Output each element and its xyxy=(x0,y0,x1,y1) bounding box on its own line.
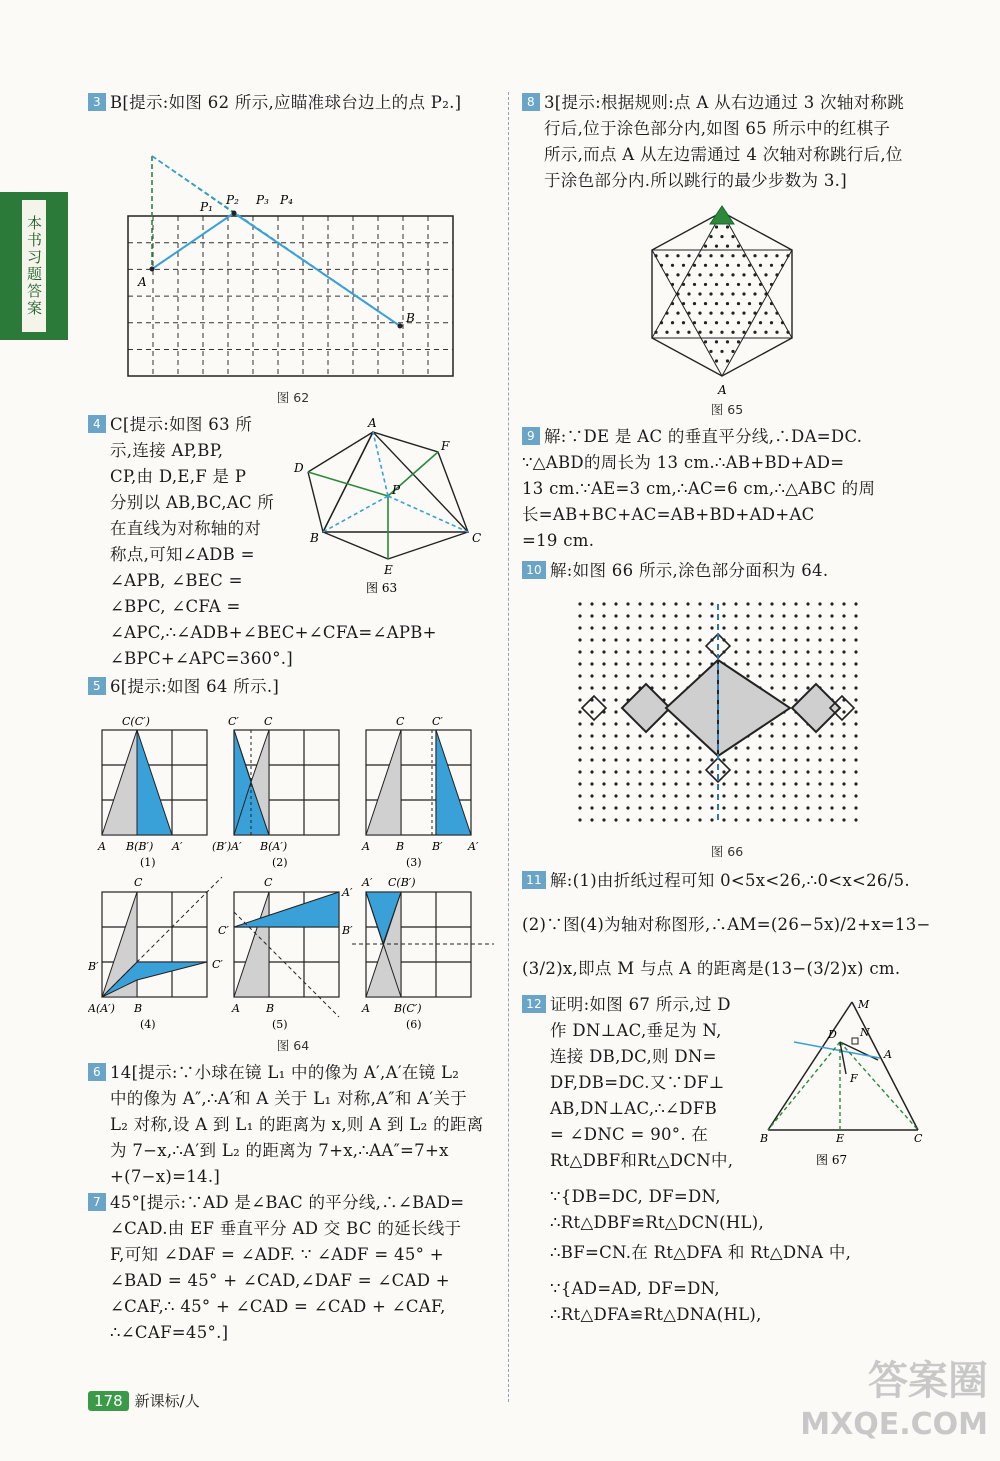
q12-block xyxy=(522,992,932,1324)
s4-bl: A(A′) xyxy=(88,1002,115,1015)
figure-67 xyxy=(760,992,932,1172)
sub-3 xyxy=(366,730,471,835)
s2-top1: C′ xyxy=(228,715,239,728)
q12-line-4: AB,DN⊥AC,∴∠DFB xyxy=(550,1099,717,1118)
q12-line-8: ∴BF=CN.在 Rt△DFA 和 Rt△DNA 中, xyxy=(550,1243,852,1262)
label-A: A xyxy=(368,416,377,430)
q9-line-0: 9 解:∵DE 是 AC 的垂直平分线,∴DA=DC. xyxy=(522,424,932,450)
q11-line-2: (3/2)x,即点 M 与点 A 的距离是(13−(3/2)x) cm. xyxy=(522,959,901,978)
q6-number: 6 xyxy=(88,1063,106,1081)
s3-bm: B xyxy=(396,840,405,853)
q4-number: 4 xyxy=(88,415,106,433)
label-F-67: F xyxy=(850,1072,858,1085)
s3-top1: C xyxy=(396,715,405,728)
figure-64 xyxy=(88,700,498,1030)
q6-line-3: 为 7−x,∴A′到 L₂ 的距离为 7+x,∴AA″=7+x xyxy=(110,1141,449,1160)
s2-top2: C xyxy=(264,715,273,728)
q6-line-4: +(7−x)=14.] xyxy=(110,1167,221,1186)
q8-number: 8 xyxy=(522,93,540,111)
s2-bl: (B′)A′ xyxy=(212,840,242,853)
s3-br: B′ xyxy=(432,840,443,853)
sub-2 xyxy=(234,730,339,835)
sub-6 xyxy=(352,892,494,997)
sub-label-4: (4) xyxy=(140,1018,156,1030)
q4-line-1: 示,连接 AP,BP, xyxy=(110,441,224,460)
q4-line-2: CP,由 D,E,F 是 P xyxy=(110,467,247,486)
label-E: E xyxy=(384,563,393,577)
caption-64: 图 64 xyxy=(276,1038,310,1053)
footer-text: 新课标/人 xyxy=(134,1392,200,1410)
q8-line-1: 行后,位于涂色部分内,如图 65 所示中的红棋子 xyxy=(544,119,891,138)
s3-top2: C′ xyxy=(432,715,443,728)
s4-top: C xyxy=(134,876,143,889)
sub-label-1: (1) xyxy=(140,856,156,869)
s3-bl: A xyxy=(362,840,370,853)
q4-line-0: 4 C[提示:如图 63 所 xyxy=(88,412,498,438)
q9-line-2: 13 cm.∵AE=3 cm,∴AC=6 cm,∴△ABC 的周 xyxy=(522,479,876,498)
label-C: C xyxy=(472,531,482,545)
q4-line-9: ∠BPC+∠APC=360°.] xyxy=(110,649,294,668)
q4-block xyxy=(88,412,498,674)
column-divider xyxy=(508,92,509,1402)
q5-text: 5 6[提示:如图 64 所示.] xyxy=(88,674,498,700)
q12-line-0: 12 证明:如图 67 所示,过 D xyxy=(522,992,932,1018)
q11-line-1: (2)∵图(4)为轴对称图形,∴AM=(26−5x)/2+x=13− xyxy=(522,915,931,934)
q12-line-1: 作 DN⊥AC,垂足为 N, xyxy=(550,1021,722,1040)
q4-line-7: ∠BPC, ∠CFA = xyxy=(110,597,241,616)
sub-label-5: (5) xyxy=(272,1018,288,1030)
s6-top1: A′ xyxy=(362,876,373,889)
q6-line-1: 中的像为 A″,∴A′和 A 关于 L₁ 对称,A″和 A′关于 xyxy=(110,1089,468,1108)
label-A-67: A xyxy=(884,1048,892,1061)
sub-label-6: (6) xyxy=(406,1018,422,1030)
q12-line-5: = ∠DNC = 90°. 在 xyxy=(550,1125,709,1144)
label-P2: P₂ xyxy=(226,193,239,207)
q7-line-5: ∴∠CAF=45°.] xyxy=(110,1323,229,1342)
s3-br2: A′ xyxy=(468,840,479,853)
q3-number: 3 xyxy=(88,93,106,111)
s5-tr: A′ xyxy=(342,886,353,899)
label-M: M xyxy=(858,998,870,1011)
s5-bm: B xyxy=(266,1002,275,1015)
s1-bl: A xyxy=(98,840,106,853)
watermark: 答案圈 MXQE.COM xyxy=(800,1358,988,1442)
label-P4: P₄ xyxy=(280,193,293,207)
label-B-67: B xyxy=(760,1132,769,1145)
label-D: D xyxy=(828,1028,837,1041)
figure-66 xyxy=(522,590,932,840)
figure-62 xyxy=(88,116,498,386)
caption-67: 图 67 xyxy=(816,1153,848,1167)
sub-label-2: (2) xyxy=(272,856,288,869)
q10-text: 10 解:如图 66 所示,涂色部分面积为 64. xyxy=(522,558,932,584)
q9-line-4: =19 cm. xyxy=(522,531,595,550)
q8-line-3: 于涂色部分内.所以跳行的最少步数为 3.] xyxy=(544,171,847,190)
q6-line-2: L₂ 对称,设 A 到 L₁ 的距离为 x,则 A 到 L₂ 的距离 xyxy=(110,1115,484,1134)
side-tab xyxy=(0,192,68,340)
q4-line-8: ∠APC,∴∠ADB+∠BEC+∠CFA=∠APB+ xyxy=(110,623,437,642)
q11-number: 11 xyxy=(522,871,546,889)
q12-line-3: DF,DB=DC.又∵DF⊥ xyxy=(550,1073,725,1092)
label-N: N xyxy=(860,1026,870,1039)
s1-bm: B(B′) xyxy=(126,840,154,853)
label-P1: P₁ xyxy=(200,200,213,214)
q8-line-2: 所示,而点 A 从左边需通过 4 次轴对称跳行后,位 xyxy=(544,145,903,164)
s1-top: C(C′) xyxy=(122,715,150,728)
s4-left: B′ xyxy=(88,960,99,973)
s5-right: B′ xyxy=(342,924,353,937)
label-F: F xyxy=(441,439,450,453)
figure-63 xyxy=(288,414,498,594)
caption-66: 图 66 xyxy=(710,844,744,859)
s1-br: A′ xyxy=(172,840,183,853)
right-column xyxy=(522,90,932,1324)
q4-line-4: 在直线为对称轴的对 xyxy=(110,519,262,538)
s6-top2: C(B′) xyxy=(388,876,416,889)
q12-line-2: 连接 DB,DC,则 DN= xyxy=(550,1047,717,1066)
q7-number: 7 xyxy=(88,1193,106,1211)
s4-right: C′ xyxy=(212,958,223,971)
sub-5 xyxy=(234,892,339,1017)
footer xyxy=(88,1390,200,1411)
q7-line-1: ∠CAD.由 EF 垂直平分 AD 交 BC 的延长线于 xyxy=(110,1219,462,1238)
page-number: 178 xyxy=(88,1391,129,1411)
q6-line-0: 6 14[提示:∵小球在镜 L₁ 中的像为 A′,A′在镜 L₂ xyxy=(88,1060,498,1086)
side-tab-label: 本书习题答案 xyxy=(22,200,46,332)
sub-label-3: (3) xyxy=(406,856,422,869)
q5-number: 5 xyxy=(88,677,106,695)
q12-line-7: ∵{DB=DC, DF=DN, ∴Rt△DBF≌Rt△DCN(HL), xyxy=(550,1187,765,1232)
q9-number: 9 xyxy=(522,427,540,445)
q11-line-0: 11 解:(1)由折纸过程可知 0<5x<26,∴0<x<26/5. xyxy=(522,868,932,894)
sub-1 xyxy=(102,730,207,835)
q7-line-0: 7 45°[提示:∵AD 是∠BAC 的平分线,∴∠BAD= xyxy=(88,1190,498,1216)
label-A: A xyxy=(138,275,147,289)
s6-bm: B(C′) xyxy=(394,1002,422,1015)
q4-line-5: 称点,可知∠ADB = xyxy=(110,545,255,564)
label-B: B xyxy=(406,311,415,325)
q7-line-3: ∠BAD = 45° + ∠CAD,∠DAF = ∠CAD + xyxy=(110,1271,450,1290)
q9-line-3: 长=AB+BC+AC=AB+BD+AD+AC xyxy=(522,505,815,524)
label-B: B xyxy=(310,531,319,545)
q4-line-3: 分别以 AB,BC,AC 所 xyxy=(110,493,275,512)
label-D: D xyxy=(294,461,304,475)
sub-4 xyxy=(102,877,222,997)
label-C-67: C xyxy=(914,1132,923,1145)
s2-bm: B(A′) xyxy=(260,840,288,853)
q12-line-9: ∵{AD=AD, DF=DN, ∴Rt△DFA≌Rt△DNA(HL), xyxy=(550,1279,762,1324)
s5-left: C′ xyxy=(218,924,229,937)
q3-text: 3 B[提示:如图 62 所示,应瞄准球台边上的点 P₂.] xyxy=(88,90,498,116)
q9-line-1: ∵△ABD的周长为 13 cm.∴AB+BD+AD= xyxy=(522,453,845,472)
figure-65 xyxy=(522,198,932,398)
q7-line-4: ∠CAF,∴ 45° + ∠CAD = ∠CAD + ∠CAF, xyxy=(110,1297,446,1316)
label-P3: P₃ xyxy=(256,193,269,207)
s5-top: C xyxy=(264,876,273,889)
label-P: P xyxy=(392,483,401,497)
s5-bl: A xyxy=(232,1002,240,1015)
left-column xyxy=(88,90,498,1346)
caption-62: 图 62 xyxy=(276,390,310,405)
q4-line-6: ∠APB, ∠BEC = xyxy=(110,571,243,590)
q12-number: 12 xyxy=(522,995,546,1013)
q7-line-2: F,可知 ∠DAF = ∠ADF. ∵ ∠ADF = 45° + xyxy=(110,1245,444,1264)
label-E-67: E xyxy=(836,1132,845,1145)
s4-bm: B xyxy=(134,1002,143,1015)
q12-line-6: Rt△DBF和Rt△DCN中, xyxy=(550,1151,734,1170)
caption-65: 图 65 xyxy=(710,402,744,417)
s6-bl: A xyxy=(362,1002,370,1015)
caption-63: 图 63 xyxy=(366,581,398,594)
label-A-65: A xyxy=(718,383,727,397)
q8-line-0: 8 3[提示:根据规则:点 A 从右边通过 3 次轴对称跳 xyxy=(522,90,932,116)
q10-number: 10 xyxy=(522,561,546,579)
